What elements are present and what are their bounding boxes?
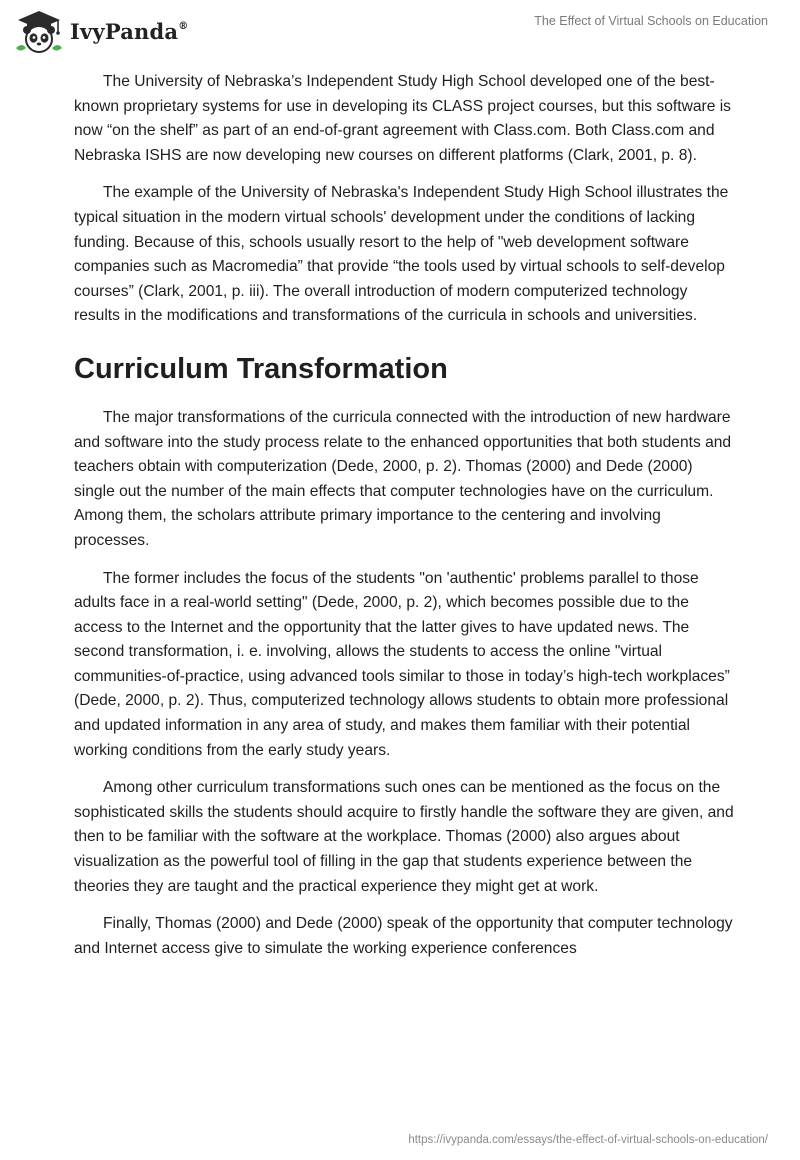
ivypanda-logo[interactable] <box>14 8 188 54</box>
source-url[interactable]: https://ivypanda.com/essays/the-effect-of-virtual-schools-on-education/ <box>408 1134 768 1146</box>
document-title: The Effect of Virtual Schools on Education <box>534 14 768 28</box>
brand-name: IvyPanda® <box>70 18 189 44</box>
paragraph: The major transformations of the curricula connected with the introduction of new hardware and software into the study process relate to the enhanced opportunities that both students and teachers obtain with computerization (Dede, 2000, p. 2). Thomas (2000) and Dede (2000) single out the number of the main effects that computer technologies have on the curriculum. Among them, the scholars attribute primary importance to the centering and involving processes. <box>74 408 732 549</box>
paragraph: The University of Nebraska’s Independent Study High School developed one of the best-known proprietary systems for use in developing its CLASS project courses, but this software is now “on the shelf” as part of an end-of-grant agreement with Class.com. Both Class.com and Nebraska ISHS are now developing new courses on different platforms (Clark, 2001, p. 8). <box>74 73 731 164</box>
page-header <box>0 0 800 60</box>
paragraph: Among other curriculum transformations such ones can be mentioned as the focus on the sophisticated skills the students should acquire to firstly handle the software they are given, and then to be familiar with the software at the workplace. Thomas (2000) also argues about visualization as the powerful tool of filling in the gap that students experience between the theories they are taught and the practical experience they might get at work. <box>74 779 734 895</box>
panda-graduate-icon <box>14 8 64 54</box>
paragraph: Finally, Thomas (2000) and Dede (2000) speak of the opportunity that computer technology and Internet access give to simulate the working experience conferences <box>74 915 733 957</box>
paragraph: The former includes the focus of the students "on 'authentic' problems parallel to those adults face in a real-world setting" (Dede, 2000, p. 2), which becomes possible due to the access to the Internet and the opportunity that the latter gives to have updated news. The second transformation, i. e. involving, allows the students to access the online "virtual communities-of-practice, using advanced tools similar to those in today’s high-tech workplaces” (Dede, 2000, p. 2). Thus, computerized technology allows students to obtain more professional and updated information in any area of study, and makes them familiar with their potential working conditions from the early study years. <box>74 569 730 759</box>
essay-content <box>74 70 734 974</box>
paragraph: The example of the University of Nebraska's Independent Study High School illustrates the typical situation in the modern virtual schools' development under the conditions of lacking funding. Because of this, schools usually resort to the help of "web development software companies such as Macromedia” that provide “the tools used by virtual schools to self-develop courses” (Clark, 2001, p. iii). The overall introduction of modern computerized technology results in the modifications and transformations of the curricula in schools and universities. <box>74 184 729 325</box>
section-heading: Curriculum Transformation <box>74 352 448 385</box>
